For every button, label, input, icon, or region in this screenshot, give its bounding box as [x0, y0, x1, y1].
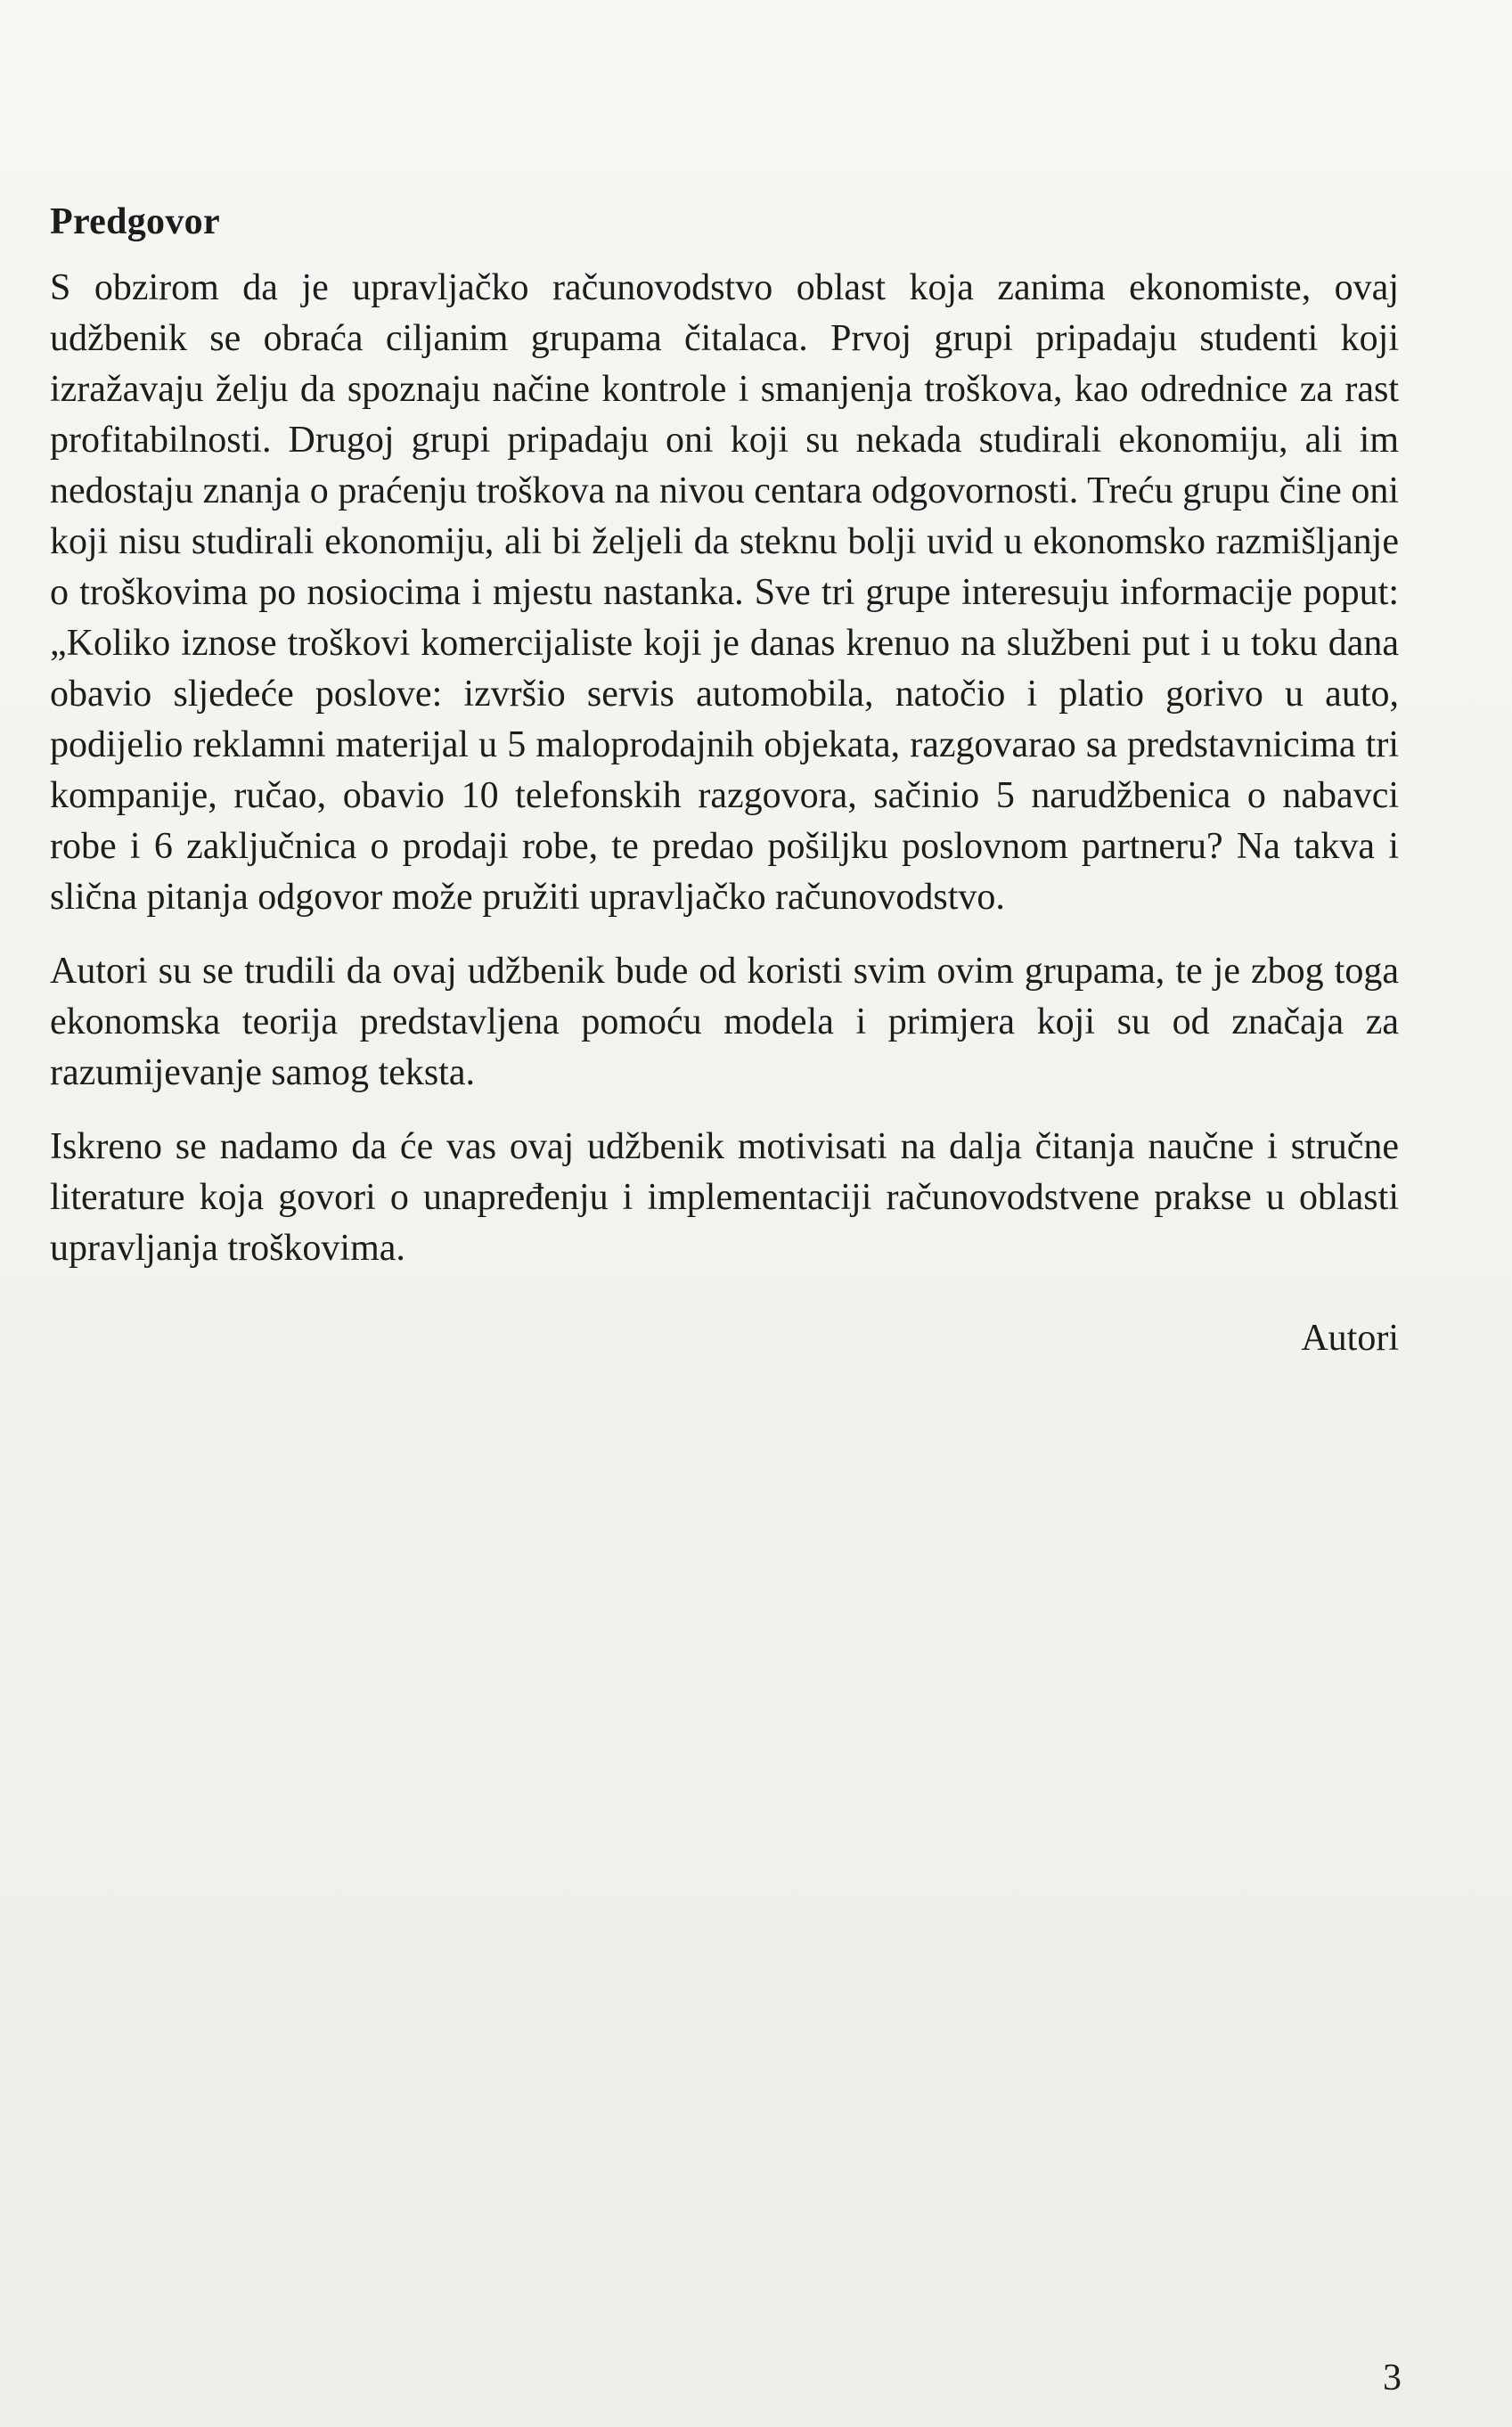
paragraph-closing: Iskreno se nadamo da će vas ovaj udžbenik motivisati na dalja čitanja naučne i stručne literature koja govori o unapređenju i implementaciji računovodstvene prakse u oblasti upravljanja troškovima.	[50, 1125, 1399, 1269]
section-heading: Predgovor	[50, 201, 220, 242]
page-number: 3	[1383, 2358, 1402, 2398]
paragraph-authors-effort: Autori su se trudili da ovaj udžbenik bude od koristi svim ovim grupama, te je zbog toga ekonomska teorija predstavljena pomoću modela i primjera koji su od značaja za razumijevanje samog teksta.	[50, 950, 1399, 1093]
signature-authors: Autori	[1301, 1317, 1399, 1359]
paragraph-intro: S obzirom da je upravljačko računovodstvo oblast koja zanima ekonomiste, ovaj udžbenik se obraća ciljanim grupama čitalaca. Prvoj grupi pripadaju studenti koji izražavaju želju da spoznaju načine kontrole i smanjenja troškova, kao odrednice za rast profitabilnosti. Drugoj grupi pripadaju oni koji su nekada studirali ekonomiju, ali im nedostaju znanja o praćenju troškova na nivou centara odgovornosti. Treću grupu čine oni koji nisu studirali ekonomiju, ali bi željeli da steknu bolji uvid u ekonomsko razmišljanje o troškovima po nosiocima i mjestu nastanka. Sve tri grupe interesuju informacije poput: „Koliko iznose troškovi komercijaliste koji je danas krenuo na službeni put i u toku dana obavio sljedeće poslove: izvršio servis automobila, natočio i platio gorivo u auto, podijelio reklamni materijal u 5 maloprodajnih objekata, razgovarao sa predstavnicima tri kompanije, ručao, obavio 10 telefonskih razgovora, sačinio 5 narudžbenica o nabavci robe i 6 zaključnica o prodaji robe, te predao pošiljku poslovnom partneru? Na takva i slična pitanja odgovor može pružiti upravljačko računovodstvo.	[50, 266, 1399, 918]
document-body	[50, 198, 1399, 1364]
